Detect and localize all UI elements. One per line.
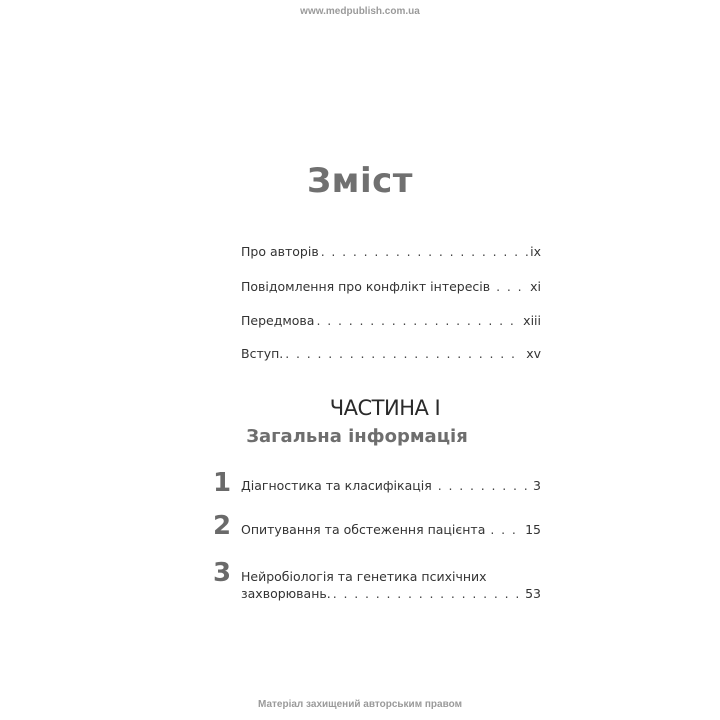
chapter-number: 3 <box>212 558 232 588</box>
toc-entry-label: Опитування та обстеження пацієнта <box>241 522 486 537</box>
page-title: Зміст <box>307 161 413 201</box>
leader-dots <box>333 586 523 601</box>
copyright-notice: Матеріал захищений авторським правом <box>258 699 462 710</box>
toc-entry-preface[interactable] <box>241 313 541 328</box>
chapter-number: 2 <box>212 511 232 541</box>
leader-dots <box>496 279 528 294</box>
toc-entry-page: xv <box>526 346 541 361</box>
leader-dots <box>490 522 523 537</box>
toc-entry-label: Вступ. <box>241 346 284 361</box>
site-watermark: www.medpublish.com.ua <box>300 6 420 17</box>
toc-entry-page: 53 <box>525 586 541 601</box>
leader-dots <box>285 346 520 361</box>
toc-entry-label: захворювань. <box>241 586 331 601</box>
leader-dots <box>438 478 528 493</box>
toc-entry-page: 3 <box>533 478 541 493</box>
toc-entry-introduction[interactable] <box>241 346 541 361</box>
leader-dots <box>321 244 528 259</box>
part-heading: ЧАСТИНА I <box>329 396 441 420</box>
part-subtitle: Загальна інформація <box>246 426 468 447</box>
leader-dots <box>316 313 521 328</box>
chapter-number: 1 <box>212 468 232 498</box>
toc-entry-label: Про авторів <box>241 244 319 259</box>
toc-entry-chapter-1[interactable] <box>241 478 541 493</box>
toc-entry-chapter-2[interactable] <box>241 522 541 537</box>
toc-entry-conflict-of-interest[interactable] <box>241 279 541 294</box>
toc-entry-about-authors[interactable] <box>241 244 541 259</box>
toc-entry-page: xi <box>530 279 541 294</box>
toc-entry-chapter-3[interactable] <box>241 586 541 601</box>
toc-entry-page: ix <box>530 244 541 259</box>
toc-entry-label: Передмова <box>241 313 315 328</box>
toc-entry-label: Діагностика та класифікація <box>241 478 432 493</box>
toc-entry-page: xiii <box>523 313 541 328</box>
toc-entry-page: 15 <box>525 522 541 537</box>
toc-entry-label: Повідомлення про конфлікт інтересів <box>241 279 491 294</box>
toc-entry-chapter-3-line1[interactable]: Нейробіологія та генетика психічних <box>241 569 487 584</box>
